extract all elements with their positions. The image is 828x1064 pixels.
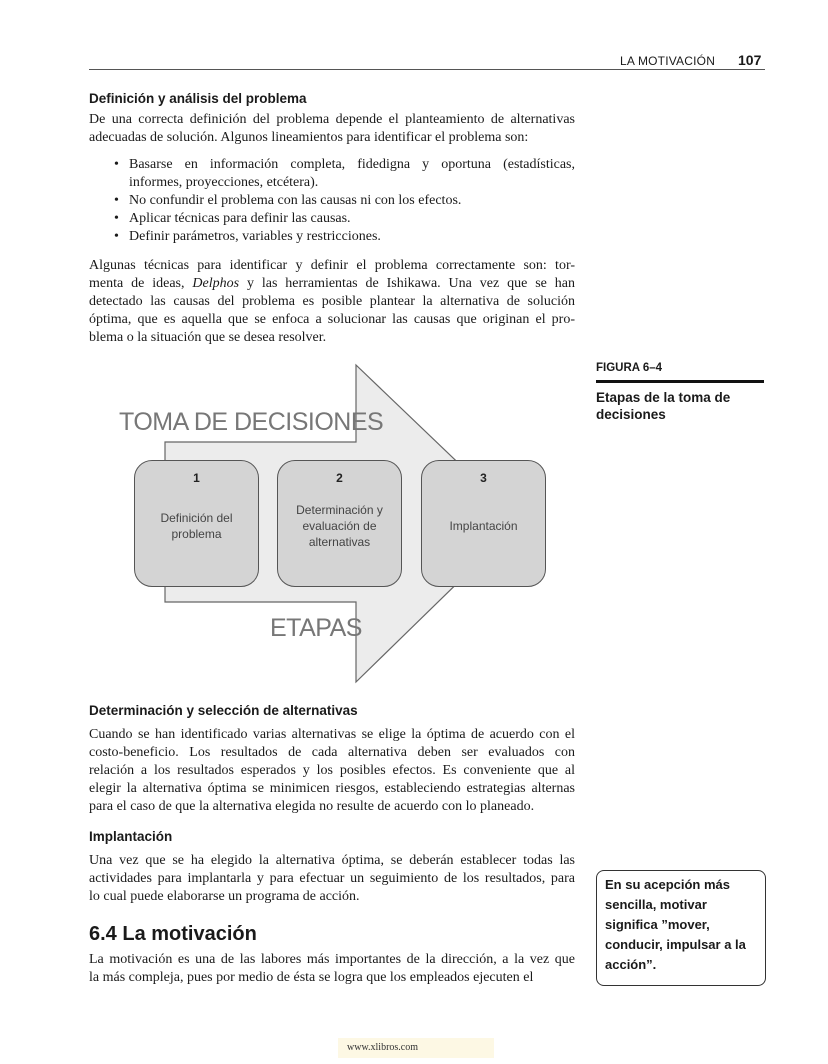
stage-label: Implantación [449, 518, 518, 533]
page-number: 107 [738, 52, 762, 68]
bullet-list [114, 156, 575, 246]
paragraph-implantacion [89, 852, 575, 906]
list-item [114, 192, 575, 210]
text-line: costo-beneficio. Los resultados de cada alternativa deben ser evaluados con [89, 745, 575, 760]
text-line: Definir parámetros, variables y restricciones. [129, 229, 381, 244]
text-line: Aplicar técnicas para definir las causas. [129, 211, 351, 226]
text-line: Basarse en información completa, fidedigna y oportuna (estadísticas, [129, 157, 575, 172]
stage-box-2 [277, 460, 402, 587]
heading-definicion: Definición y análisis del problema [89, 91, 307, 106]
stage-label: Determinación y evaluación de alternativas [296, 502, 383, 549]
text-line: Cuando se han identificado varias alternativas se elige la óptima de acuerdo con el [89, 727, 575, 742]
stage-number: 2 [336, 471, 343, 485]
figure-rule [596, 380, 764, 383]
heading-implantacion: Implantación [89, 829, 173, 844]
text-line: relación a los resultados esperados y los posibles efectos. Es conveniente que al [89, 763, 575, 778]
text-line: La motivación es una de las labores más importantes de la dirección, a la vez que [89, 952, 575, 967]
section-heading-motivacion: 6.4 La motivación [89, 923, 257, 945]
list-item [114, 228, 575, 246]
stage-box-3 [421, 460, 546, 587]
stage-box-1 [134, 460, 259, 587]
text-line: la más compleja, pues por medio de ésta se logra que los empleados ejecuten el [89, 970, 534, 985]
text-line: menta de ideas, Delphos y las herramientas de Ishikawa. Una vez que se han [89, 276, 575, 291]
text-line: Algunas técnicas para identificar y definir el problema correctamente son: tor- [89, 258, 575, 273]
footer-watermark [338, 1038, 494, 1058]
text-line: blema o la situación que se desea resolver. [89, 330, 327, 345]
footer-url: www.xlibros.com [347, 1042, 419, 1053]
list-item [114, 210, 575, 228]
list-item [114, 156, 575, 192]
paragraph-motivacion [89, 951, 575, 987]
heading-determinacion: Determinación y selección de alternativas [89, 703, 358, 718]
stage-number: 3 [480, 471, 487, 485]
bullet-icon: • [114, 211, 119, 226]
text-line: informes, proyecciones, etcétera). [129, 175, 319, 190]
text-line: lo cual puede elaborarse un programa de acción. [89, 889, 360, 904]
bullet-icon: • [114, 157, 119, 172]
text-line: Una vez que se ha elegido la alternativa óptima, se deberán establecer todas las [89, 853, 575, 868]
stage-number: 1 [193, 471, 200, 485]
running-header-title: LA MOTIVACIÓN [620, 54, 716, 68]
sidebar-note: En su acepción más sencilla, motivar significa ”mover, conducir, impulsar a la acción”. [596, 870, 766, 986]
stage-label: Definición del problema [160, 510, 233, 541]
paragraph-determinacion [89, 726, 575, 816]
paragraph-definicion-techniques [89, 257, 575, 347]
text-line: óptima, que es aquella que se enfoca a solucionar las causas que originan el pro- [89, 312, 575, 327]
paragraph-definicion-intro [89, 111, 575, 147]
header-rule [89, 69, 765, 70]
text-line: No confundir el problema con las causas ni con los efectos. [129, 193, 462, 208]
bullet-icon: • [114, 193, 119, 208]
figure-label: FIGURA 6–4 [596, 362, 663, 374]
text-line: elegir la alternativa óptima se minimicen riesgos, estableciendo estrategias alternas [89, 781, 575, 796]
bullet-icon: • [114, 229, 119, 244]
text-line: actividades para implantarla y para efectuar un seguimiento de los resultados, para [89, 871, 575, 886]
text-line: para el caso de que la alternativa elegida no resulte de acuerdo con lo planeado. [89, 799, 535, 814]
text-line: De una correcta definición del problema depende el planteamiento de alternativas [89, 112, 575, 127]
arrow-top-label: TOMA DE DECISIONES [119, 408, 384, 436]
text-line: adecuadas de solución. Algunos lineamientos para identificar el problema son: [89, 130, 529, 145]
arrow-bottom-label: ETAPAS [270, 614, 362, 642]
figure-title: Etapas de la toma de decisiones [596, 390, 731, 422]
text-line: detectado las causas del problema es posible plantear la alternativa de solución [89, 294, 575, 309]
italic-term: Delphos [192, 276, 240, 291]
